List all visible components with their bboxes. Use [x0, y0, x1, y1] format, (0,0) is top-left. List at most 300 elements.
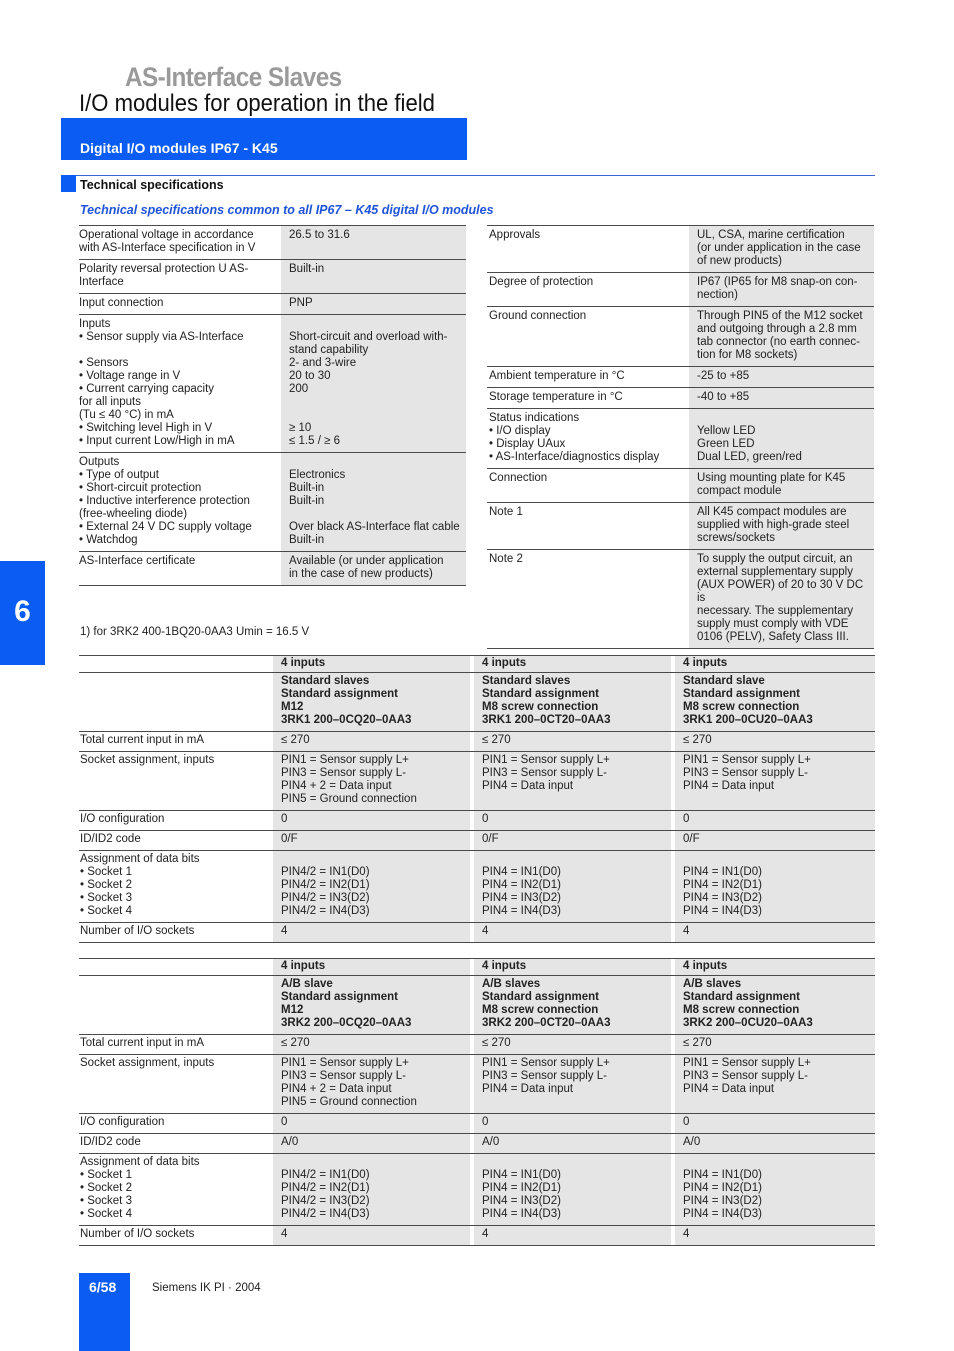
text-line: PIN4 = Data input: [683, 780, 775, 792]
text-line: M8 screw connection: [482, 701, 599, 713]
text-line: PIN4 = Data input: [482, 780, 574, 792]
spec-value: [281, 226, 466, 259]
text-line: • Socket 1: [80, 1169, 132, 1181]
text-line: (free-wheeling diode): [79, 508, 188, 520]
text-line: 20 to 30: [289, 370, 331, 382]
table-cell: [675, 1114, 875, 1133]
text-line: Through PIN5 of the M12 socket: [697, 310, 863, 322]
table-subhead-row: [79, 975, 875, 1034]
text-line: Number of I/O sockets: [80, 925, 195, 937]
table-row: [79, 1153, 875, 1225]
table-cell: [273, 811, 470, 830]
section-rule: [61, 175, 875, 176]
spec-label: [79, 294, 281, 314]
column-head: 4 inputs: [675, 656, 875, 672]
text-line: Operational voltage in accordance: [79, 229, 254, 241]
text-line: Standard assignment: [281, 991, 398, 1003]
chapter-number: 6: [14, 595, 31, 628]
text-line: 0/F: [683, 833, 700, 845]
text-line: [289, 396, 460, 409]
text-line: PIN3 = Sensor supply L-: [683, 1070, 808, 1082]
table-cell: [273, 923, 470, 942]
spec-label: [487, 226, 689, 272]
table-subhead-row: [79, 672, 875, 731]
text-line: • AS-Interface/diagnostics display: [489, 451, 660, 463]
text-line: A/B slaves: [482, 978, 541, 990]
column-head: 4 inputs: [273, 656, 470, 672]
text-line: in the case of new products): [289, 568, 433, 580]
text-line: [683, 853, 869, 866]
spec-value: [281, 260, 466, 293]
text-line: tab connector (no earth connec-: [697, 336, 861, 348]
text-line: Input connection: [79, 297, 164, 309]
text-line: 0: [683, 813, 690, 825]
text-line: • Input current Low/High in mA: [79, 435, 235, 447]
text-line: PIN3 = Sensor supply L-: [281, 767, 406, 779]
table-cell: [273, 732, 470, 751]
column-head: 4 inputs: [675, 959, 875, 975]
text-line: PIN5 = Ground connection: [281, 793, 417, 805]
spec-row: [487, 225, 874, 272]
spec-label: [487, 307, 689, 366]
text-line: stand capability: [289, 344, 369, 356]
text-line: 0106 (PELV), Safety Class III.: [697, 631, 849, 643]
text-line: PIN1 = Sensor supply L+: [683, 754, 811, 766]
text-line: [697, 412, 868, 425]
spec-label: [79, 226, 281, 259]
section-marker: [61, 175, 76, 192]
text-line: PIN4 = IN4(D3): [482, 905, 561, 917]
row-label: [79, 851, 273, 922]
text-line: • Display UAux: [489, 438, 566, 450]
text-line: 3RK1 200–0CU20–0AA3: [683, 714, 813, 726]
text-line: A/B slaves: [683, 978, 742, 990]
spec-value: [689, 307, 874, 366]
table-cell: [474, 811, 671, 830]
text-line: • Short-circuit protection: [79, 482, 202, 494]
text-line: • Socket 2: [80, 879, 132, 891]
text-line: Standard assignment: [281, 688, 398, 700]
text-line: Built-in: [289, 495, 325, 507]
text-line: I/O configuration: [80, 1116, 165, 1128]
text-line: PIN4 = IN1(D0): [683, 866, 762, 878]
text-line: PIN1 = Sensor supply L+: [482, 1057, 610, 1069]
table-head-row: [79, 958, 875, 975]
text-line: Note 1: [489, 506, 523, 518]
spec-row: [79, 293, 466, 314]
spec-label: [487, 273, 689, 306]
text-line: ≤ 270: [482, 734, 511, 746]
table-row: [79, 751, 875, 810]
table-cell: [273, 1035, 470, 1054]
spec-row: [79, 225, 466, 259]
table-row: [79, 810, 875, 830]
text-line: PIN3 = Sensor supply L-: [683, 767, 808, 779]
text-line: • Inductive interference protection: [79, 495, 250, 507]
spec-value: [689, 409, 874, 468]
table-row: [79, 731, 875, 751]
text-line: (AUX POWER) of 20 to 30 V DC is: [697, 579, 864, 604]
text-line: Available (or under application: [289, 555, 444, 567]
text-line: PIN4 = IN1(D0): [482, 1169, 561, 1181]
row-label: [79, 811, 273, 830]
page-number-box: [79, 1273, 130, 1351]
table-row: [79, 1133, 875, 1153]
spec-label: [487, 503, 689, 549]
column-subhead: [273, 976, 470, 1034]
spec-table-left: [79, 225, 466, 586]
spec-table-right: [487, 225, 874, 649]
text-line: [289, 456, 460, 469]
text-line: PIN4 = Data input: [683, 1083, 775, 1095]
text-line: Assignment of data bits: [80, 1156, 200, 1168]
table-cell: [474, 851, 671, 922]
text-line: Note 2: [489, 553, 523, 565]
text-line: I/O configuration: [80, 813, 165, 825]
text-line: 26.5 to 31.6: [289, 229, 350, 241]
table-subhead-spacer: [79, 673, 273, 731]
text-line: 0: [683, 1116, 690, 1128]
text-line: PIN1 = Sensor supply L+: [281, 1057, 409, 1069]
text-line: ≤ 270: [482, 1037, 511, 1049]
row-label: [79, 752, 273, 810]
table-head-row: [79, 655, 875, 672]
text-line: ≤ 270: [281, 1037, 310, 1049]
page-subtitle: I/O modules for operation in the field: [79, 90, 435, 117]
table-cell: [273, 1134, 470, 1153]
spec-value: [281, 315, 466, 452]
table-cell: [273, 1154, 470, 1225]
text-line: • Socket 3: [80, 1195, 132, 1207]
text-line: 0: [281, 1116, 288, 1128]
text-line: 4: [683, 1228, 690, 1240]
text-line: PIN4 = IN3(D2): [482, 892, 561, 904]
text-line: ≤ 270: [281, 734, 310, 746]
spec-row: [487, 502, 874, 549]
table-cell: [273, 831, 470, 850]
table-cell: [474, 1154, 671, 1225]
column-head: 4 inputs: [474, 959, 671, 975]
column-subhead: [273, 673, 470, 731]
spec-row: [487, 387, 874, 408]
spec-label: [487, 469, 689, 502]
text-line: IP67 (IP65 for M8 snap-on con-: [697, 276, 858, 288]
text-line: Polarity reversal protection U AS-: [79, 263, 249, 275]
spec-label: [487, 550, 689, 648]
text-line: tion for M8 sockets): [697, 349, 798, 361]
spec-value: [689, 226, 874, 272]
text-line: Standard slaves: [482, 675, 571, 687]
table-cell: [474, 923, 671, 942]
text-line: Built-in: [289, 263, 325, 275]
text-line: A/B slave: [281, 978, 333, 990]
text-line: PIN4 = Data input: [482, 1083, 574, 1095]
row-label: [79, 923, 273, 942]
text-line: PIN4/2 = IN2(D1): [281, 1182, 370, 1194]
text-line: PIN4/2 = IN1(D0): [281, 1169, 370, 1181]
text-line: screws/sockets: [697, 532, 775, 544]
text-line: ≤ 270: [683, 1037, 712, 1049]
text-line: Storage temperature in °C: [489, 391, 623, 403]
table-cell: [273, 1055, 470, 1113]
text-line: external supplementary supply: [697, 566, 853, 578]
table-cell: [474, 1226, 671, 1245]
column-subhead: [474, 673, 671, 731]
text-line: PIN4 = IN3(D2): [482, 1195, 561, 1207]
text-line: [482, 1156, 665, 1169]
table-subhead-spacer: [79, 976, 273, 1034]
text-line: PIN4 + 2 = Data input: [281, 780, 392, 792]
row-label: [79, 1134, 273, 1153]
text-line: PIN4 = IN3(D2): [683, 1195, 762, 1207]
table-row: [79, 1054, 875, 1113]
text-line: [289, 318, 460, 331]
text-line: PIN4 = IN2(D1): [482, 1182, 561, 1194]
text-line: PNP: [289, 297, 313, 309]
table-row: [79, 922, 875, 943]
category-banner: [61, 118, 467, 160]
module-table-standard: [79, 655, 875, 943]
text-line: [683, 1156, 869, 1169]
text-line: Standard assignment: [683, 688, 800, 700]
spec-value: [689, 469, 874, 502]
spec-row: [487, 468, 874, 502]
text-line: PIN3 = Sensor supply L-: [482, 767, 607, 779]
row-label: [79, 732, 273, 751]
spec-row: [79, 314, 466, 452]
spec-row: [487, 549, 874, 649]
text-line: Socket assignment, inputs: [80, 754, 215, 766]
text-line: supply must comply with VDE: [697, 618, 849, 630]
text-line: compact module: [697, 485, 782, 497]
column-subhead: [675, 673, 875, 731]
text-line: PIN4 = IN4(D3): [683, 905, 762, 917]
text-line: 0/F: [281, 833, 298, 845]
text-line: and outgoing through a 2.8 mm: [697, 323, 857, 335]
text-line: (or under application in the case: [697, 242, 861, 254]
chapter-tab: [0, 561, 45, 665]
text-line: Built-in: [289, 534, 325, 546]
text-line: PIN4 = IN1(D0): [683, 1169, 762, 1181]
text-line: Standard assignment: [482, 991, 599, 1003]
text-line: 3RK2 200–0CT20–0AA3: [482, 1017, 611, 1029]
text-line: 4: [683, 925, 690, 937]
text-line: All K45 compact modules are: [697, 506, 847, 518]
table-cell: [675, 1035, 875, 1054]
text-line: (Tu ≤ 40 °C) in mA: [79, 409, 174, 421]
text-line: PIN5 = Ground connection: [281, 1096, 417, 1108]
text-line: Status indications: [489, 412, 580, 424]
text-line: M8 screw connection: [482, 1004, 599, 1016]
spec-value: [689, 503, 874, 549]
text-line: PIN3 = Sensor supply L-: [281, 1070, 406, 1082]
text-line: [289, 508, 460, 521]
spec-label: [487, 367, 689, 387]
table-head-spacer: [79, 656, 273, 672]
spec-label: [79, 453, 281, 551]
section-title: Technical specifications: [80, 178, 224, 192]
spec-value: [689, 388, 874, 408]
table-cell: [675, 1134, 875, 1153]
spec-value: [689, 367, 874, 387]
text-line: • Socket 4: [80, 1208, 132, 1220]
table-cell: [675, 851, 875, 922]
text-line: PIN4 = IN4(D3): [482, 1208, 561, 1220]
text-line: Standard slaves: [281, 675, 370, 687]
text-line: • Voltage range in V: [79, 370, 181, 382]
text-line: PIN4 = IN3(D2): [683, 892, 762, 904]
text-line: • Sensors: [79, 357, 129, 369]
text-line: Standard assignment: [683, 991, 800, 1003]
text-line: [281, 853, 464, 866]
spec-row: [79, 452, 466, 551]
section-subtitle: Technical specifications common to all IP67 – K45 digital I/O modules: [80, 203, 494, 217]
spec-value: [689, 550, 874, 648]
text-line: Total current input in mA: [80, 1037, 205, 1049]
text-line: • Switching level High in V: [79, 422, 213, 434]
table-cell: [474, 1035, 671, 1054]
text-line: Short-circuit and overload with-: [289, 331, 448, 343]
text-line: 0/F: [482, 833, 499, 845]
spec-value: [689, 273, 874, 306]
text-line: PIN4/2 = IN4(D3): [281, 905, 370, 917]
text-line: M8 screw connection: [683, 1004, 800, 1016]
text-line: A/0: [281, 1136, 299, 1148]
table-row: [79, 830, 875, 850]
spec-row: [487, 272, 874, 306]
text-line: 4: [482, 925, 489, 937]
footnote: 1) for 3RK2 400-1BQ20-0AA3 Umin = 16.5 V: [80, 626, 310, 638]
page-number: 6/58: [89, 1279, 117, 1295]
text-line: -40 to +85: [697, 391, 750, 403]
text-line: Total current input in mA: [80, 734, 205, 746]
text-line: 200: [289, 383, 309, 395]
table-cell: [675, 732, 875, 751]
text-line: -25 to +85: [697, 370, 750, 382]
text-line: M12: [281, 1004, 304, 1016]
text-line: PIN4/2 = IN3(D2): [281, 1195, 370, 1207]
text-line: • Watchdog: [79, 534, 138, 546]
spec-row: [79, 551, 466, 586]
text-line: Interface: [79, 276, 124, 288]
text-line: PIN4/2 = IN2(D1): [281, 879, 370, 891]
row-label: [79, 1055, 273, 1113]
table-cell: [675, 752, 875, 810]
table-row: [79, 1113, 875, 1133]
text-line: Yellow LED: [697, 425, 756, 437]
text-line: Connection: [489, 472, 548, 484]
text-line: PIN4 = IN2(D1): [683, 1182, 762, 1194]
text-line: Dual LED, green/red: [697, 451, 802, 463]
text-line: • Sensor supply via AS-Interface: [79, 331, 244, 343]
text-line: 3RK1 200–0CT20–0AA3: [482, 714, 611, 726]
table-head-spacer: [79, 959, 273, 975]
text-line: Over black AS-Interface flat cable: [289, 521, 460, 533]
spec-label: [79, 552, 281, 585]
text-line: To supply the output circuit, an: [697, 553, 853, 565]
text-line: ID/ID2 code: [80, 833, 141, 845]
text-line: Outputs: [79, 456, 120, 468]
table-cell: [273, 1226, 470, 1245]
text-line: A/0: [683, 1136, 701, 1148]
text-line: UL, CSA, marine certification: [697, 229, 845, 241]
text-line: PIN4 + 2 = Data input: [281, 1083, 392, 1095]
column-subhead: [474, 976, 671, 1034]
text-line: M8 screw connection: [683, 701, 800, 713]
row-label: [79, 1114, 273, 1133]
text-line: [281, 1156, 464, 1169]
text-line: PIN3 = Sensor supply L-: [482, 1070, 607, 1082]
text-line: Built-in: [289, 482, 325, 494]
row-label: [79, 831, 273, 850]
text-line: PIN4/2 = IN4(D3): [281, 1208, 370, 1220]
text-line: Electronics: [289, 469, 346, 481]
table-row: [79, 1034, 875, 1054]
text-line: PIN4 = IN1(D0): [482, 866, 561, 878]
text-line: 4: [281, 925, 288, 937]
text-line: PIN4/2 = IN3(D2): [281, 892, 370, 904]
column-head: 4 inputs: [273, 959, 470, 975]
text-line: 0: [281, 813, 288, 825]
table-cell: [273, 851, 470, 922]
spec-row: [79, 259, 466, 293]
text-line: AS-Interface certificate: [79, 555, 196, 567]
table-cell: [474, 1055, 671, 1113]
text-line: • Socket 2: [80, 1182, 132, 1194]
text-line: Degree of protection: [489, 276, 594, 288]
table-cell: [474, 752, 671, 810]
table-cell: [474, 732, 671, 751]
text-line: of new products): [697, 255, 783, 267]
table-cell: [273, 1114, 470, 1133]
spec-label: [487, 388, 689, 408]
text-line: PIN4/2 = IN1(D0): [281, 866, 370, 878]
table-cell: [675, 811, 875, 830]
spec-label: [79, 315, 281, 452]
text-line: • I/O display: [489, 425, 551, 437]
text-line: ≤ 270: [683, 734, 712, 746]
spec-label: [79, 260, 281, 293]
table-cell: [474, 831, 671, 850]
table-cell: [474, 1114, 671, 1133]
text-line: [482, 853, 665, 866]
table-cell: [675, 1154, 875, 1225]
text-line: PIN4 = IN2(D1): [683, 879, 762, 891]
text-line: Inputs: [79, 318, 111, 330]
category-label: Digital I/O modules IP67 - K45: [80, 140, 278, 156]
text-line: Standard slave: [683, 675, 765, 687]
table-cell: [675, 831, 875, 850]
text-line: nection): [697, 289, 738, 301]
text-line: • Socket 1: [80, 866, 132, 878]
text-line: Green LED: [697, 438, 755, 450]
text-line: Socket assignment, inputs: [80, 1057, 215, 1069]
text-line: PIN1 = Sensor supply L+: [683, 1057, 811, 1069]
column-head: 4 inputs: [474, 656, 671, 672]
row-label: [79, 1154, 273, 1225]
text-line: 0: [482, 1116, 489, 1128]
row-label: [79, 1035, 273, 1054]
table-cell: [474, 1134, 671, 1153]
row-label: [79, 1226, 273, 1245]
spec-value: [281, 453, 466, 551]
publisher: Siemens IK PI · 2004: [152, 1282, 261, 1294]
text-line: ID/ID2 code: [80, 1136, 141, 1148]
table-row: [79, 1225, 875, 1246]
text-line: 3RK1 200–0CQ20–0AA3: [281, 714, 412, 726]
text-line: 3RK2 200–0CU20–0AA3: [683, 1017, 813, 1029]
table-cell: [675, 923, 875, 942]
